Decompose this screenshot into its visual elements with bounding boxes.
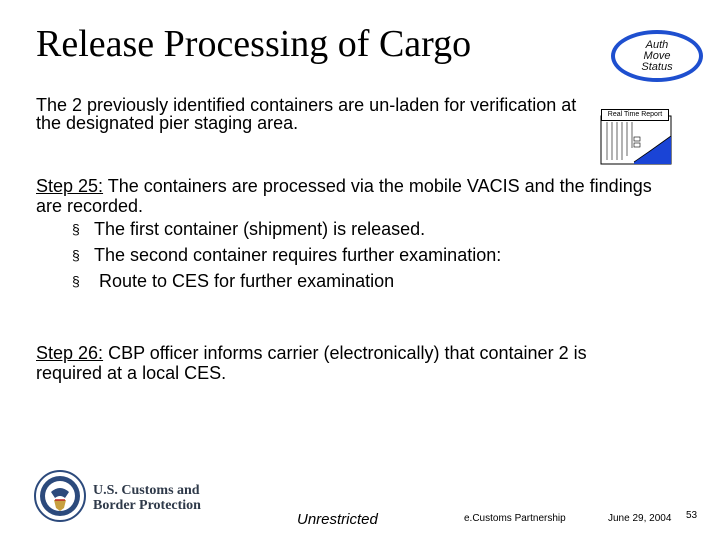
intro-paragraph: The 2 previously identified containers are un-laden for verification at the designated pier staging area. [36,95,577,133]
partner-label: e.Customs Partnership [464,513,566,524]
bullet-marker: § [72,273,80,289]
bullet-marker: § [72,221,80,237]
bullet-item [36,268,676,294]
badge-line-auth: Auth [645,39,669,51]
step-25-heading [36,176,676,216]
real-time-report-icon [598,106,674,166]
page-number: 53 [686,510,698,521]
badge-text [611,40,703,73]
bullet-item [36,242,676,268]
classification-label: Unrestricted [297,511,378,528]
report-label: Real Time Report [601,109,669,121]
bullet-text: The first container (shipment) is released. [94,219,426,239]
step-26-label: Step 26: [36,343,104,363]
dhs-seal-logo [34,470,86,522]
agency-name [93,483,201,513]
auth-move-status-badge [611,30,703,82]
bullet-text: The second container requires further examination: [94,245,502,265]
badge-line-status: Status [641,61,673,73]
date-label: June 29, 2004 [608,513,672,524]
seal-icon [34,470,86,522]
step-25-label: Step 25: [36,176,104,196]
step-25-section [36,176,676,294]
step-25-bullets [36,216,676,294]
step-26-text: CBP officer informs carrier (electronically) that container 2 is required at a local CES. [36,343,587,383]
step-26-section [36,343,596,383]
slide-title: Release Processing of Cargo [36,23,472,65]
badge-line-move: Move [643,50,671,62]
step-25-text: The containers are processed via the mobile VACIS and the findings are recorded. [36,176,652,216]
agency-line-2: Border Protection [93,498,201,513]
bullet-text: Route to CES for further examination [94,271,395,291]
bullet-marker: § [72,247,80,263]
bullet-item [36,216,676,242]
agency-line-1: U.S. Customs and [93,483,200,498]
